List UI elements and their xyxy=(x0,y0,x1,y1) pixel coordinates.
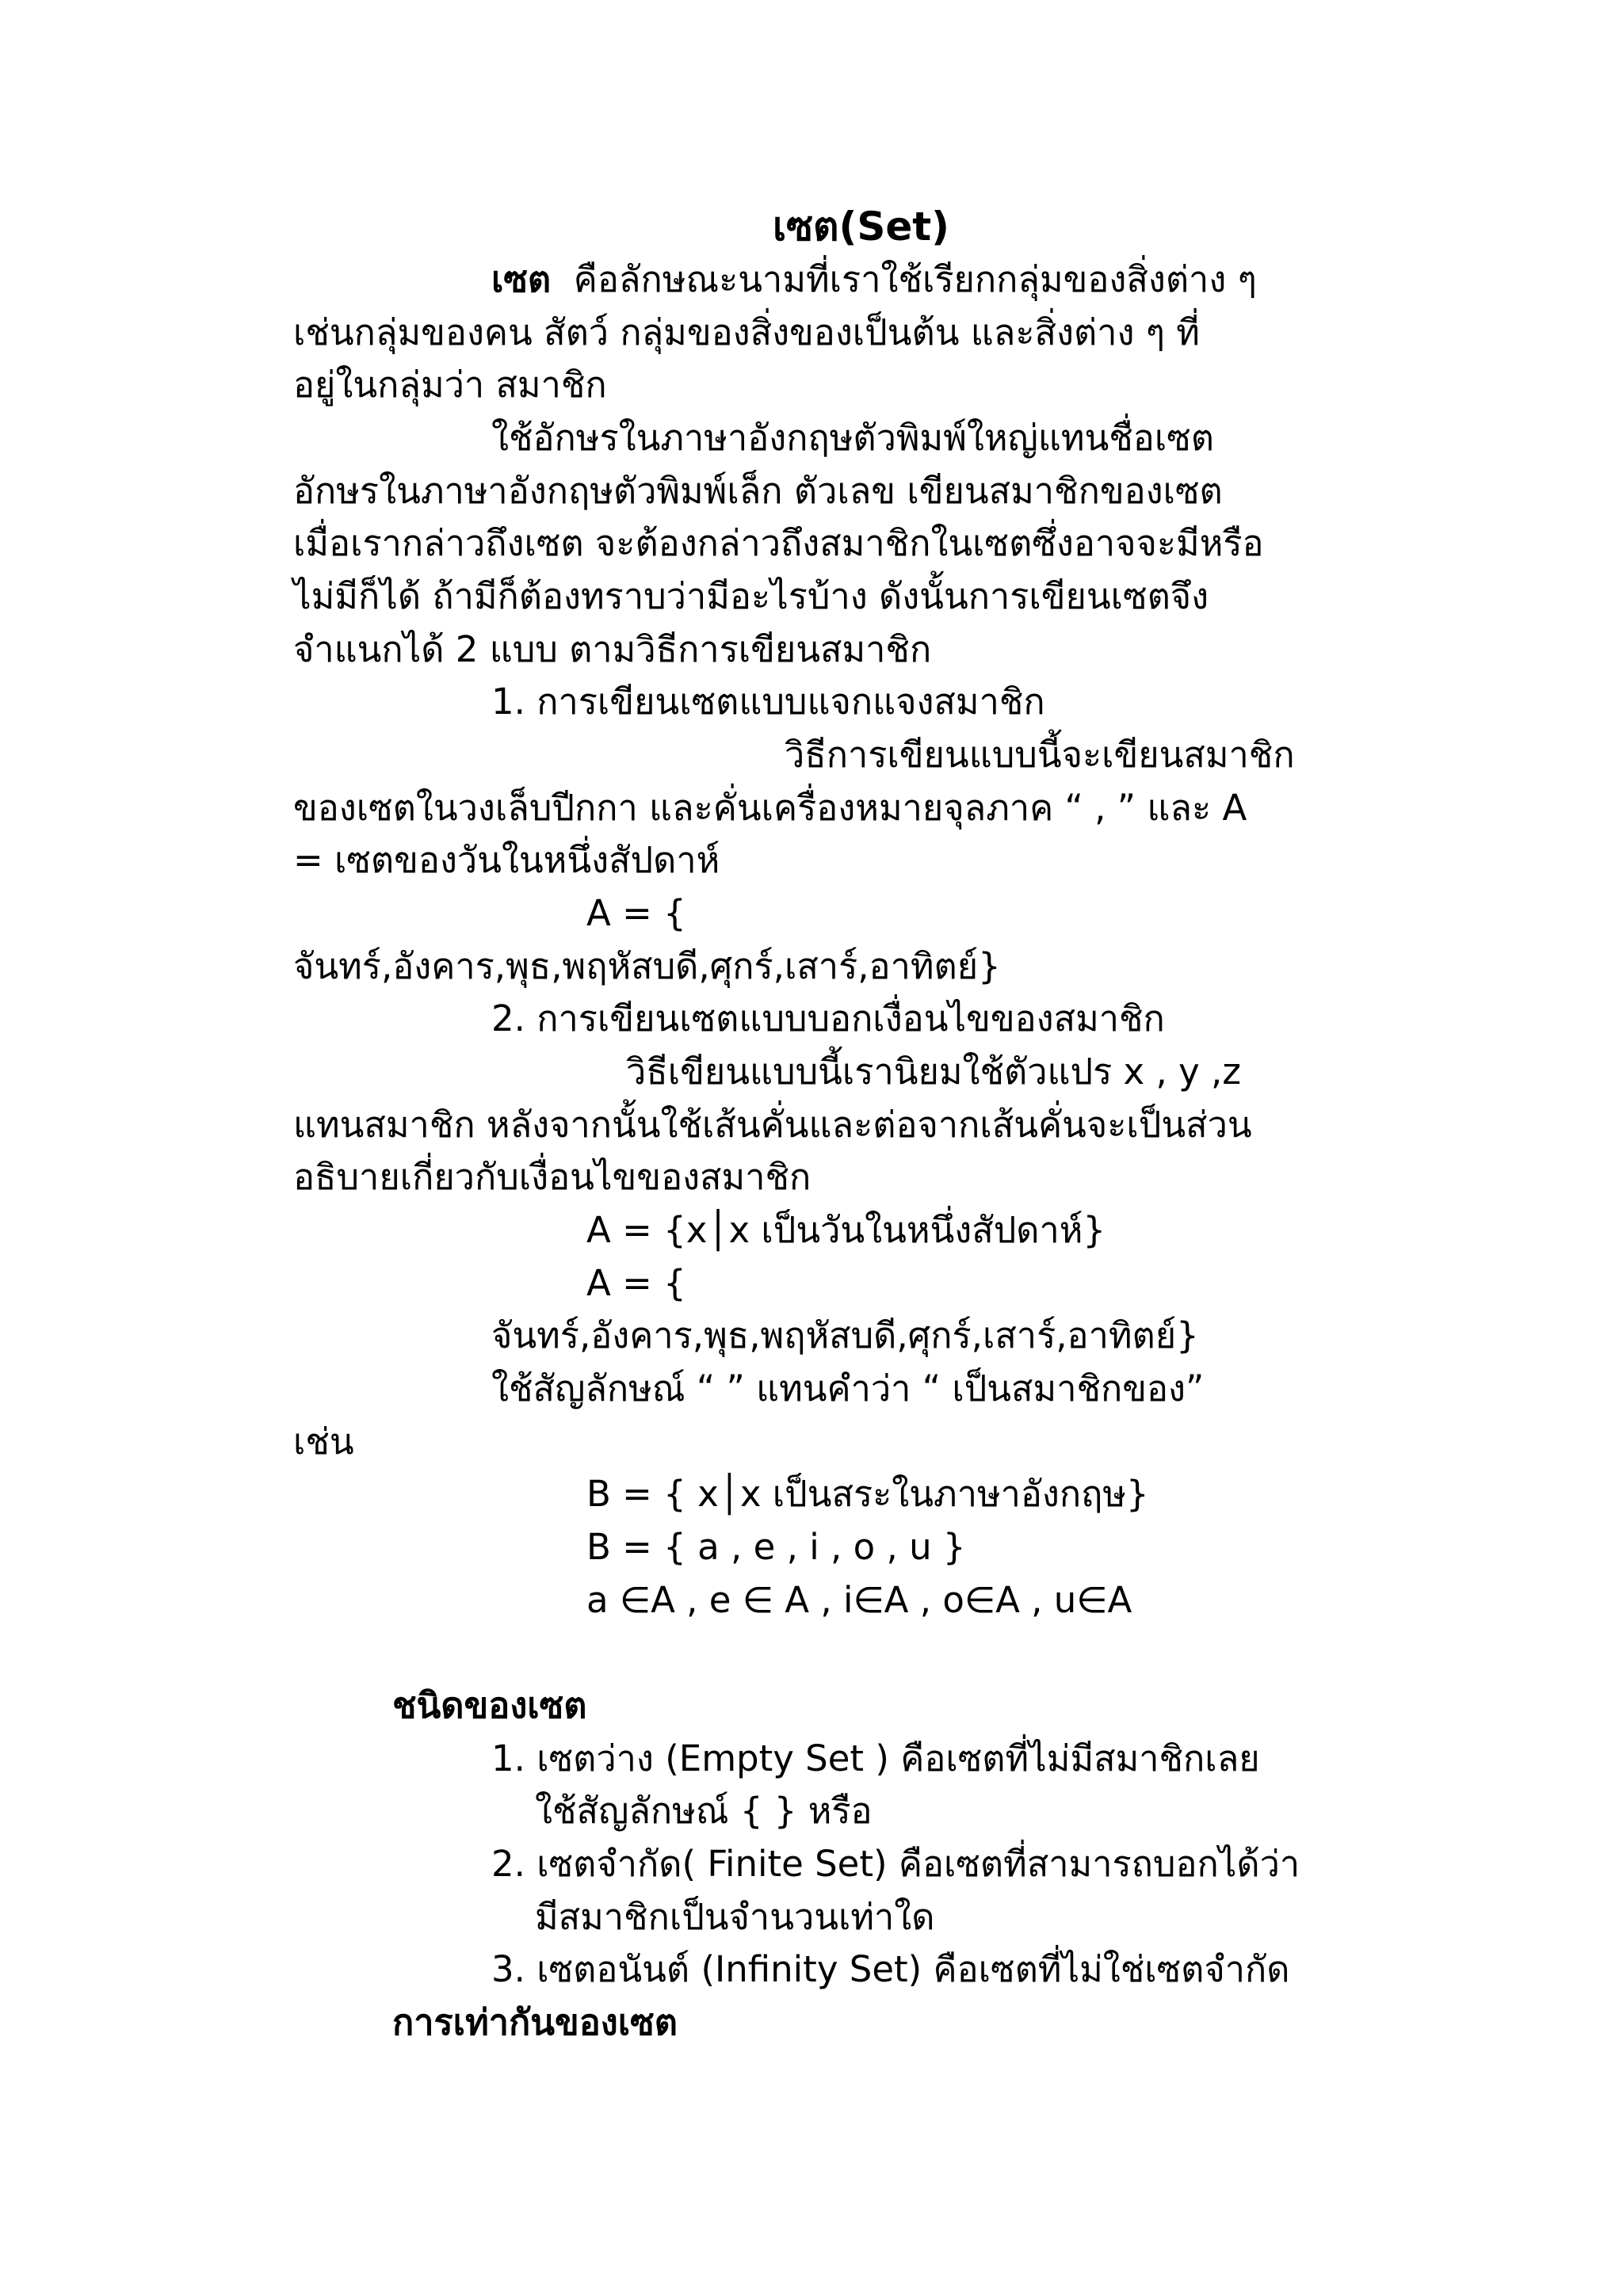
method1-line-3: = เซตของวันในหนึ่งสัปดาห์ xyxy=(293,839,720,881)
set-b-roster: B = { a , e , i , o , u } xyxy=(586,1526,966,1568)
method1-set-members: จันทร์,อังคาร,พุธ,พฤหัสบดี,ศุกร์,เสาร์,อาทิตย์} xyxy=(293,945,1001,987)
para2-line-5: จำแนกได้ 2 แบบ ตามวิธีการเขียนสมาชิก xyxy=(293,628,932,670)
page-title: เซต(Set) xyxy=(773,204,950,250)
intro-line-3: อยู่ในกลุ่มว่า สมาชิก xyxy=(293,364,607,406)
para2-line-4: ไม่มีก็ได้ ถ้ามีก็ต้องทราบว่ามีอะไรบ้าง ดังนั้นการเขียนเซตจึง xyxy=(293,575,1209,617)
intro-line-1 xyxy=(491,255,1257,304)
method1-line-2: ของเซตในวงเล็บปีกกา และคั่นเครื่องหมายจุลภาค “ , ” และ A xyxy=(293,787,1247,829)
para2-line-2: อักษรในภาษาอังกฤษตัวพิมพ์เล็ก ตัวเลข เขียนสมาชิกของเซต xyxy=(293,470,1223,512)
method1-line-1: วิธีการเขียนแบบนี้จะเขียนสมาชิก xyxy=(785,734,1295,776)
intro-line-2: เช่นกลุ่มของคน สัตว์ กลุ่มของสิ่งของเป็นต้น และสิ่งต่าง ๆ ที่ xyxy=(293,311,1200,353)
type-item-1: 1. เซตว่าง (Empty Set ) คือเซตที่ไม่มีสมาชิกเลย xyxy=(491,1737,1260,1779)
method2-set-builder: A = {x│x เป็นวันในหนึ่งสัปดาห์} xyxy=(586,1209,1106,1251)
type-item-1-cont: ใช้สัญลักษณ์ { } หรือ xyxy=(535,1790,873,1832)
para2-line-1: ใช้อักษรในภาษาอังกฤษตัวพิมพ์ใหญ่แทนชื่อเซต xyxy=(491,417,1214,459)
method2-line-1: วิธีเขียนแบบนี้เรานิยมใช้ตัวแปร x , y ,z xyxy=(626,1051,1241,1093)
intro-line-1-text: คือลักษณะนามที่เราใช้เรียกกลุ่มของสิ่งต่าง ๆ xyxy=(573,258,1257,300)
method2-set-open: A = { xyxy=(586,1262,686,1304)
method2-line-2: แทนสมาชิก หลังจากนั้นใช้เส้นคั่นและต่อจากเส้นคั่นจะเป็นส่วน xyxy=(293,1104,1252,1146)
type-item-2-cont: มีสมาชิกเป็นจำนวนเท่าใด xyxy=(535,1896,935,1938)
method2-set-members: จันทร์,อังคาร,พุธ,พฤหัสบดี,ศุกร์,เสาร์,อาทิตย์} xyxy=(491,1314,1199,1356)
set-b-builder: B = { x│x เป็นสระในภาษาอังกฤษ} xyxy=(586,1473,1149,1515)
intro-term: เซต xyxy=(491,258,552,300)
method2-heading: 2. การเขียนเซตแบบบอกเงื่อนไขของสมาชิก xyxy=(491,997,1165,1039)
example-label: เช่น xyxy=(293,1421,354,1463)
method1-heading: 1. การเขียนเซตแบบแจกแจงสมาชิก xyxy=(491,681,1045,723)
set-b-membership: a ∈A , e ∈ A , i∈A , o∈A , u∈A xyxy=(586,1579,1132,1621)
types-heading: ชนิดของเซต xyxy=(392,1684,587,1726)
method1-set-open: A = { xyxy=(586,892,686,934)
para2-line-3: เมื่อเรากล่าวถึงเซต จะต้องกล่าวถึงสมาชิกในเซตซึ่งอาจจะมีหรือ xyxy=(293,522,1264,564)
membership-symbol-line: ใช้สัญลักษณ์ “ ” แทนคำว่า “ เป็นสมาชิกของ” xyxy=(491,1367,1205,1409)
type-item-2: 2. เซตจำกัด( Finite Set) คือเซตที่สามารถบอกได้ว่า xyxy=(491,1843,1300,1885)
method2-line-3: อธิบายเกี่ยวกับเงื่อนไขของสมาชิก xyxy=(293,1156,812,1198)
type-item-3: 3. เซตอนันต์ (Infinity Set) คือเซตที่ไม่ใช่เซตจำกัด xyxy=(491,1948,1290,1990)
equality-heading: การเท่ากันของเซต xyxy=(392,2001,678,2043)
